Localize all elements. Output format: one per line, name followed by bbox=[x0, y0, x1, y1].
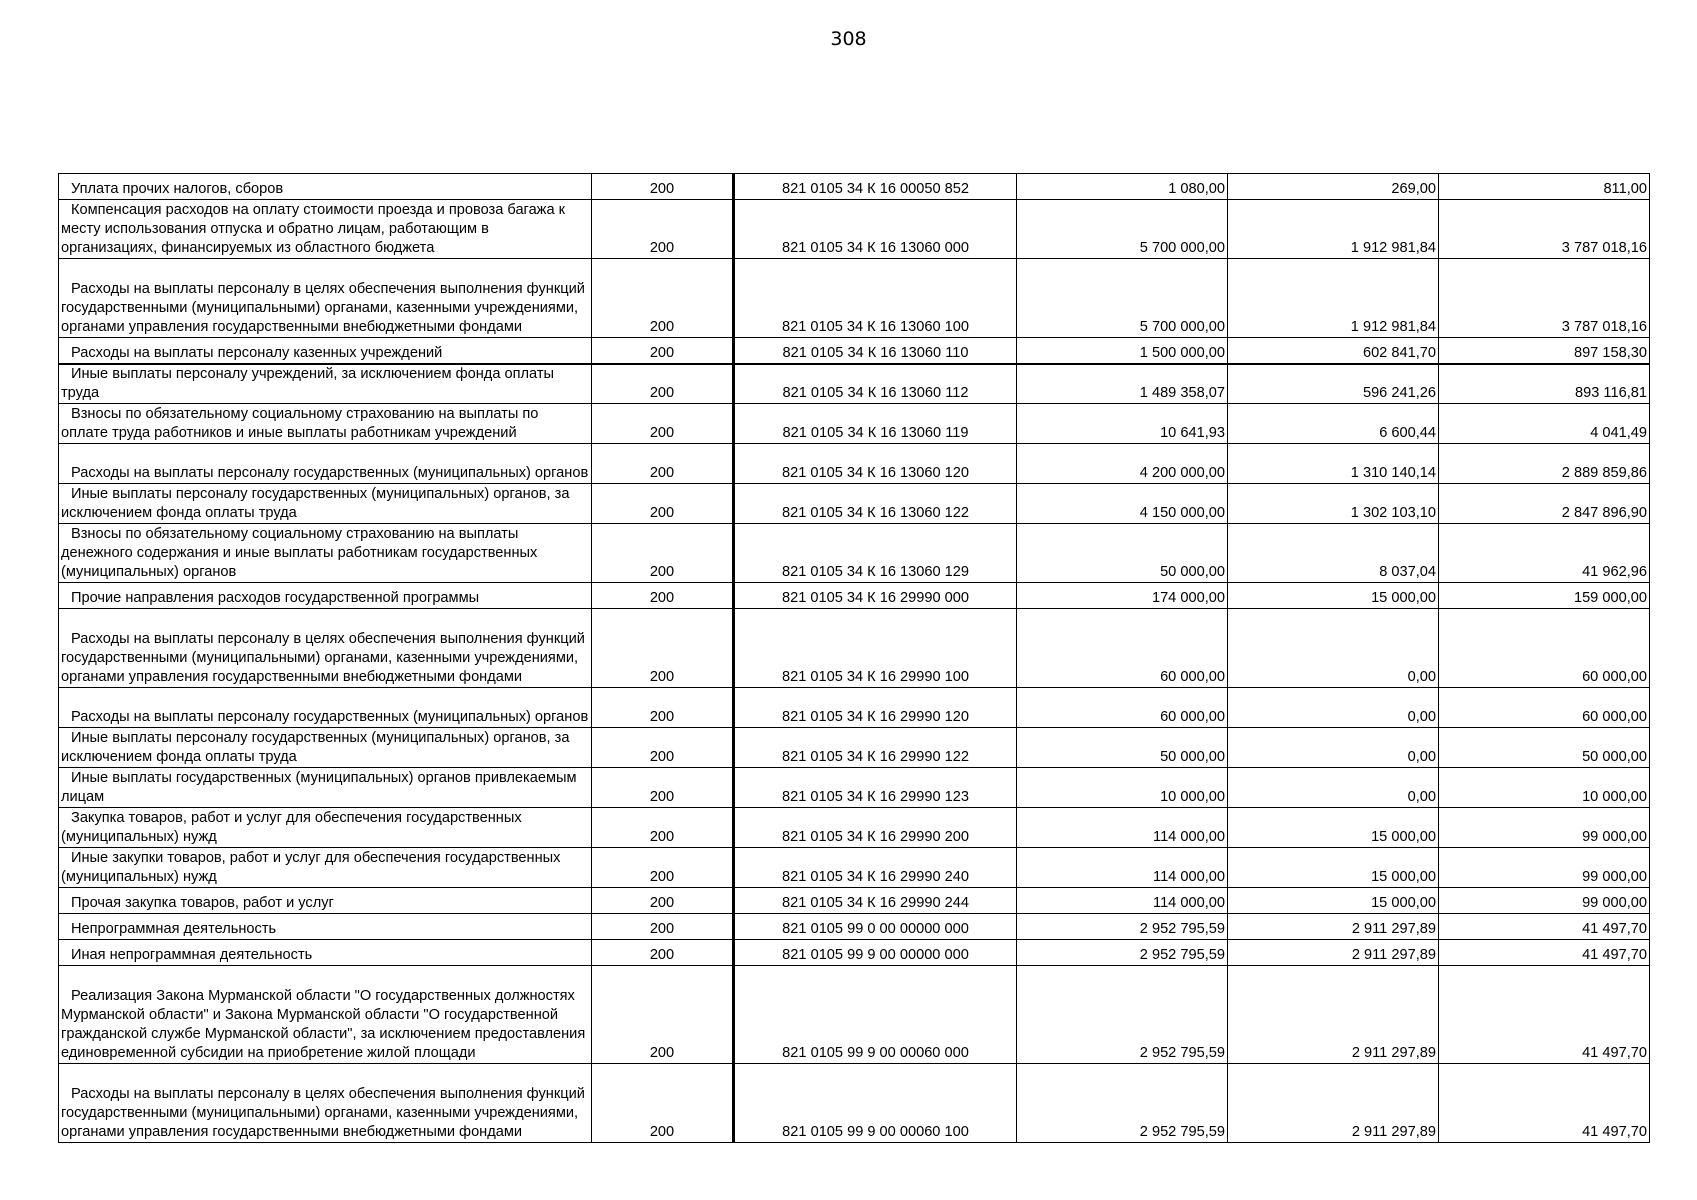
row-kbk-cell: 821 0105 99 9 00 00000 000 bbox=[734, 940, 1017, 966]
row-rest-cell: 3 787 018,16 bbox=[1439, 200, 1650, 259]
row-name-text: Иные выплаты персоналу государственных (муниципальных) органов, за исключением фонда оплаты труда bbox=[61, 486, 570, 521]
row-exec-cell: 15 000,00 bbox=[1228, 888, 1439, 914]
row-name-cell bbox=[59, 484, 592, 524]
row-name-cell bbox=[59, 768, 592, 808]
row-code-cell: 200 bbox=[592, 364, 734, 404]
table-row bbox=[59, 768, 1650, 808]
row-plan-cell: 4 200 000,00 bbox=[1017, 444, 1228, 484]
row-rest-cell: 3 787 018,16 bbox=[1439, 259, 1650, 338]
row-code-cell: 200 bbox=[592, 259, 734, 338]
table-row bbox=[59, 444, 1650, 484]
table-row bbox=[59, 728, 1650, 768]
row-exec-cell: 15 000,00 bbox=[1228, 848, 1439, 888]
row-name-cell bbox=[59, 444, 592, 484]
row-name-text: Расходы на выплаты персоналу в целях обеспечения выполнения функций государственными (муниципальными) органами, казенными учреждениями, органами управления государственными внебюджетными фондами bbox=[61, 631, 585, 685]
row-name-cell bbox=[59, 914, 592, 940]
row-rest-cell: 60 000,00 bbox=[1439, 688, 1650, 728]
row-name-cell bbox=[59, 200, 592, 259]
table-row bbox=[59, 338, 1650, 364]
row-exec-cell: 0,00 bbox=[1228, 728, 1439, 768]
row-rest-cell: 41 497,70 bbox=[1439, 940, 1650, 966]
row-exec-cell: 1 912 981,84 bbox=[1228, 259, 1439, 338]
row-rest-cell: 99 000,00 bbox=[1439, 848, 1650, 888]
row-kbk-cell: 821 0105 34 К 16 00050 852 bbox=[734, 174, 1017, 200]
row-kbk-cell: 821 0105 34 К 16 13060 100 bbox=[734, 259, 1017, 338]
row-name-cell bbox=[59, 404, 592, 444]
table-row bbox=[59, 484, 1650, 524]
table-row bbox=[59, 848, 1650, 888]
row-plan-cell: 50 000,00 bbox=[1017, 728, 1228, 768]
row-plan-cell: 174 000,00 bbox=[1017, 583, 1228, 609]
row-kbk-cell: 821 0105 34 К 16 29990 200 bbox=[734, 808, 1017, 848]
page-number: 308 bbox=[830, 28, 867, 50]
row-code-cell: 200 bbox=[592, 914, 734, 940]
row-code-cell: 200 bbox=[592, 444, 734, 484]
row-name-text: Иные выплаты государственных (муниципальных) органов привлекаемым лицам bbox=[61, 770, 577, 805]
row-plan-cell: 1 500 000,00 bbox=[1017, 338, 1228, 364]
row-rest-cell: 99 000,00 bbox=[1439, 888, 1650, 914]
row-rest-cell: 4 041,49 bbox=[1439, 404, 1650, 444]
row-rest-cell: 99 000,00 bbox=[1439, 808, 1650, 848]
row-plan-cell: 2 952 795,59 bbox=[1017, 966, 1228, 1064]
row-exec-cell: 2 911 297,89 bbox=[1228, 914, 1439, 940]
row-plan-cell: 2 952 795,59 bbox=[1017, 940, 1228, 966]
row-name-cell bbox=[59, 174, 592, 200]
row-code-cell: 200 bbox=[592, 609, 734, 688]
row-name-text: Расходы на выплаты персоналу государственных (муниципальных) органов bbox=[71, 465, 589, 481]
row-kbk-cell: 821 0105 99 0 00 00000 000 bbox=[734, 914, 1017, 940]
row-name-cell bbox=[59, 1064, 592, 1143]
row-exec-cell: 1 310 140,14 bbox=[1228, 444, 1439, 484]
row-kbk-cell: 821 0105 34 К 16 13060 120 bbox=[734, 444, 1017, 484]
row-exec-cell: 0,00 bbox=[1228, 688, 1439, 728]
table-row bbox=[59, 914, 1650, 940]
table-row bbox=[59, 940, 1650, 966]
row-code-cell: 200 bbox=[592, 848, 734, 888]
row-rest-cell: 50 000,00 bbox=[1439, 728, 1650, 768]
row-name-cell bbox=[59, 583, 592, 609]
row-name-text: Взносы по обязательному социальному страхованию на выплаты денежного содержания и иные выплаты работникам государственных (муниципальных) органов bbox=[61, 526, 538, 580]
row-kbk-cell: 821 0105 34 К 16 29990 000 bbox=[734, 583, 1017, 609]
row-name-text: Иные выплаты персоналу государственных (муниципальных) органов, за исключением фонда оплаты труда bbox=[61, 730, 570, 765]
row-exec-cell: 15 000,00 bbox=[1228, 808, 1439, 848]
row-name-cell bbox=[59, 609, 592, 688]
table-row bbox=[59, 174, 1650, 200]
table-row bbox=[59, 364, 1650, 404]
row-kbk-cell: 821 0105 34 К 16 29990 100 bbox=[734, 609, 1017, 688]
row-name-text: Взносы по обязательному социальному страхованию на выплаты по оплате труда работников и иные выплаты работникам учреждений bbox=[61, 406, 539, 441]
row-code-cell: 200 bbox=[592, 404, 734, 444]
table-row bbox=[59, 1064, 1650, 1143]
table-row bbox=[59, 808, 1650, 848]
row-plan-cell: 5 700 000,00 bbox=[1017, 259, 1228, 338]
row-kbk-cell: 821 0105 34 К 16 13060 129 bbox=[734, 524, 1017, 583]
row-name-cell bbox=[59, 940, 592, 966]
row-name-text: Расходы на выплаты персоналу в целях обеспечения выполнения функций государственными (муниципальными) органами, казенными учреждениями, органами управления государственными внебюджетными фондами bbox=[61, 281, 585, 335]
row-rest-cell: 41 497,70 bbox=[1439, 914, 1650, 940]
row-rest-cell: 811,00 bbox=[1439, 174, 1650, 200]
row-kbk-cell: 821 0105 34 К 16 29990 120 bbox=[734, 688, 1017, 728]
row-kbk-cell: 821 0105 34 К 16 13060 110 bbox=[734, 338, 1017, 364]
row-code-cell: 200 bbox=[592, 174, 734, 200]
row-name-cell bbox=[59, 259, 592, 338]
row-name-cell bbox=[59, 808, 592, 848]
row-exec-cell: 0,00 bbox=[1228, 609, 1439, 688]
row-name-cell bbox=[59, 728, 592, 768]
row-code-cell: 200 bbox=[592, 484, 734, 524]
row-kbk-cell: 821 0105 34 К 16 29990 240 bbox=[734, 848, 1017, 888]
table-row bbox=[59, 200, 1650, 259]
row-rest-cell: 41 497,70 bbox=[1439, 1064, 1650, 1143]
row-rest-cell: 159 000,00 bbox=[1439, 583, 1650, 609]
table-row bbox=[59, 583, 1650, 609]
row-name-text: Компенсация расходов на оплату стоимости проезда и провоза багажа к месту использования отпуска и обратно лицам, работающим в организациях, финансируемых из областного бюджета bbox=[61, 202, 565, 256]
row-name-text: Иная непрограммная деятельность bbox=[71, 947, 313, 963]
table-row bbox=[59, 609, 1650, 688]
row-name-text: Расходы на выплаты персоналу в целях обеспечения выполнения функций государственными (муниципальными) органами, казенными учреждениями, органами управления государственными внебюджетными фондами bbox=[61, 1086, 585, 1140]
row-code-cell: 200 bbox=[592, 1064, 734, 1143]
row-code-cell: 200 bbox=[592, 888, 734, 914]
row-rest-cell: 41 497,70 bbox=[1439, 966, 1650, 1064]
row-rest-cell: 897 158,30 bbox=[1439, 338, 1650, 364]
row-plan-cell: 1 080,00 bbox=[1017, 174, 1228, 200]
row-rest-cell: 2 889 859,86 bbox=[1439, 444, 1650, 484]
row-code-cell: 200 bbox=[592, 688, 734, 728]
row-kbk-cell: 821 0105 99 9 00 00060 100 bbox=[734, 1064, 1017, 1143]
row-rest-cell: 893 116,81 bbox=[1439, 364, 1650, 404]
row-code-cell: 200 bbox=[592, 808, 734, 848]
row-name-text: Уплата прочих налогов, сборов bbox=[71, 181, 284, 197]
row-plan-cell: 1 489 358,07 bbox=[1017, 364, 1228, 404]
row-exec-cell: 596 241,26 bbox=[1228, 364, 1439, 404]
budget-execution-table bbox=[58, 173, 1650, 1143]
row-plan-cell: 60 000,00 bbox=[1017, 609, 1228, 688]
row-name-cell bbox=[59, 364, 592, 404]
row-plan-cell: 2 952 795,59 bbox=[1017, 1064, 1228, 1143]
row-name-text: Иные закупки товаров, работ и услуг для обеспечения государственных (муниципальных) нужд bbox=[61, 850, 561, 885]
table-row bbox=[59, 888, 1650, 914]
row-name-text: Расходы на выплаты персоналу государственных (муниципальных) органов bbox=[71, 709, 589, 725]
row-name-cell bbox=[59, 888, 592, 914]
row-name-cell bbox=[59, 524, 592, 583]
row-code-cell: 200 bbox=[592, 768, 734, 808]
row-kbk-cell: 821 0105 34 К 16 29990 122 bbox=[734, 728, 1017, 768]
row-exec-cell: 269,00 bbox=[1228, 174, 1439, 200]
row-name-text: Прочая закупка товаров, работ и услуг bbox=[71, 895, 334, 911]
row-kbk-cell: 821 0105 34 К 16 13060 000 bbox=[734, 200, 1017, 259]
row-exec-cell: 2 911 297,89 bbox=[1228, 940, 1439, 966]
row-plan-cell: 114 000,00 bbox=[1017, 848, 1228, 888]
row-kbk-cell: 821 0105 34 К 16 13060 119 bbox=[734, 404, 1017, 444]
row-rest-cell: 60 000,00 bbox=[1439, 609, 1650, 688]
row-exec-cell: 2 911 297,89 bbox=[1228, 1064, 1439, 1143]
row-name-text: Прочие направления расходов государственной программы bbox=[71, 590, 480, 606]
row-plan-cell: 5 700 000,00 bbox=[1017, 200, 1228, 259]
row-code-cell: 200 bbox=[592, 966, 734, 1064]
row-plan-cell: 2 952 795,59 bbox=[1017, 914, 1228, 940]
row-exec-cell: 8 037,04 bbox=[1228, 524, 1439, 583]
row-name-cell bbox=[59, 848, 592, 888]
row-name-cell bbox=[59, 688, 592, 728]
row-name-text: Реализация Закона Мурманской области "О государственных должностях Мурманской области" и Закона Мурманской области "О государственной гражданской службе Мурманской области", за исключением предоставления единовременной субсидии на приобретение жилой площади bbox=[61, 988, 586, 1061]
row-name-text: Расходы на выплаты персоналу казенных учреждений bbox=[71, 344, 443, 361]
row-plan-cell: 4 150 000,00 bbox=[1017, 484, 1228, 524]
row-code-cell: 200 bbox=[592, 524, 734, 583]
row-rest-cell: 2 847 896,90 bbox=[1439, 484, 1650, 524]
row-name-text: Непрограммная деятельность bbox=[71, 921, 277, 937]
table-row bbox=[59, 966, 1650, 1064]
row-name-text: Иные выплаты персоналу учреждений, за исключением фонда оплаты труда bbox=[61, 366, 554, 401]
row-rest-cell: 10 000,00 bbox=[1439, 768, 1650, 808]
row-kbk-cell: 821 0105 99 9 00 00060 000 bbox=[734, 966, 1017, 1064]
row-code-cell: 200 bbox=[592, 200, 734, 259]
row-code-cell: 200 bbox=[592, 940, 734, 966]
row-name-cell bbox=[59, 338, 592, 364]
row-plan-cell: 10 000,00 bbox=[1017, 768, 1228, 808]
row-plan-cell: 10 641,93 bbox=[1017, 404, 1228, 444]
row-exec-cell: 1 912 981,84 bbox=[1228, 200, 1439, 259]
row-plan-cell: 114 000,00 bbox=[1017, 808, 1228, 848]
row-exec-cell: 2 911 297,89 bbox=[1228, 966, 1439, 1064]
row-exec-cell: 0,00 bbox=[1228, 768, 1439, 808]
row-exec-cell: 15 000,00 bbox=[1228, 583, 1439, 609]
table-row bbox=[59, 259, 1650, 338]
table-row bbox=[59, 688, 1650, 728]
row-kbk-cell: 821 0105 34 К 16 29990 244 bbox=[734, 888, 1017, 914]
row-name-text: Закупка товаров, работ и услуг для обеспечения государственных (муниципальных) нужд bbox=[61, 810, 522, 845]
row-kbk-cell: 821 0105 34 К 16 29990 123 bbox=[734, 768, 1017, 808]
table-row bbox=[59, 404, 1650, 444]
row-plan-cell: 114 000,00 bbox=[1017, 888, 1228, 914]
table-row bbox=[59, 524, 1650, 583]
row-exec-cell: 1 302 103,10 bbox=[1228, 484, 1439, 524]
row-kbk-cell: 821 0105 34 К 16 13060 112 bbox=[734, 364, 1017, 404]
row-rest-cell: 41 962,96 bbox=[1439, 524, 1650, 583]
row-exec-cell: 6 600,44 bbox=[1228, 404, 1439, 444]
row-code-cell: 200 bbox=[592, 338, 734, 364]
row-plan-cell: 60 000,00 bbox=[1017, 688, 1228, 728]
row-exec-cell: 602 841,70 bbox=[1228, 338, 1439, 364]
row-code-cell: 200 bbox=[592, 583, 734, 609]
row-code-cell: 200 bbox=[592, 728, 734, 768]
row-name-cell bbox=[59, 966, 592, 1064]
row-kbk-cell: 821 0105 34 К 16 13060 122 bbox=[734, 484, 1017, 524]
row-plan-cell: 50 000,00 bbox=[1017, 524, 1228, 583]
